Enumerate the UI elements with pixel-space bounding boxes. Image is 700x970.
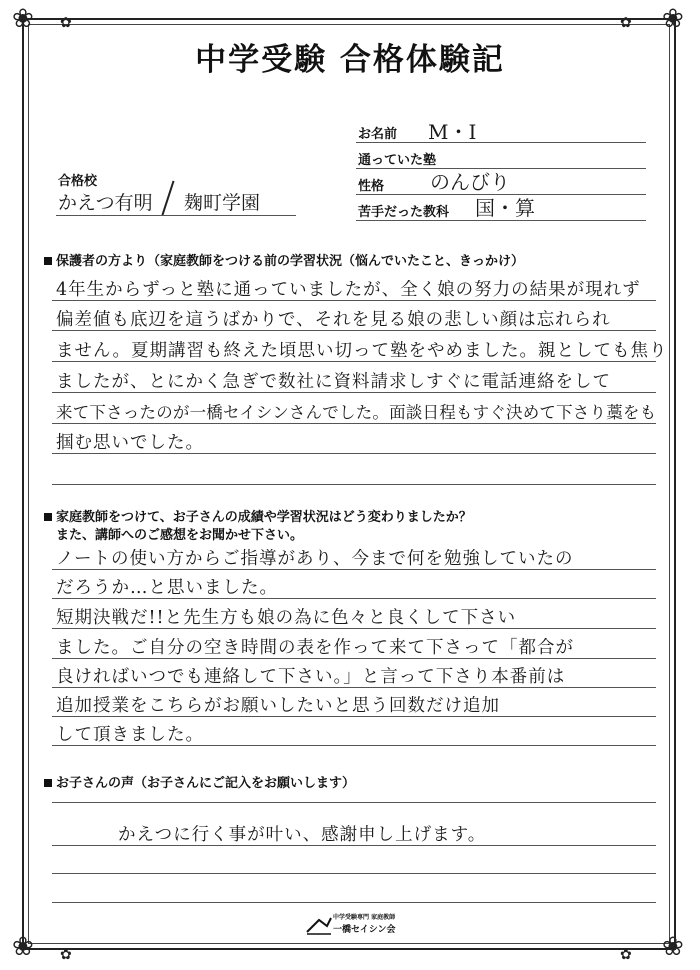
rule: [52, 873, 656, 874]
line-text: 掴む思いでした。: [56, 433, 204, 453]
line-text: 来て下さったのが一橋セイシンさんでした。面談日程もすぐ決めて下さり藁をも: [56, 403, 657, 422]
rule: [52, 330, 656, 331]
rule: [52, 569, 656, 570]
rule: [52, 687, 656, 688]
rule: [52, 484, 656, 485]
rule: [52, 902, 656, 903]
name-value: M・I: [428, 120, 477, 144]
rule: [52, 361, 656, 362]
rule: [52, 658, 656, 659]
footer-company: 一橋セイシン会: [333, 925, 396, 935]
name-label: お名前: [358, 127, 398, 142]
line-text: かえつに行く事が叶い、感謝申し上げます。: [118, 825, 487, 845]
rule: [52, 300, 656, 301]
rule: [52, 423, 656, 424]
square-bullet-icon: [44, 257, 52, 265]
personality-label: 性格: [358, 179, 385, 194]
rule: [52, 716, 656, 717]
rule: [52, 628, 656, 629]
flower-ornament-icon: ❀: [662, 4, 684, 34]
line-text: ましたが、とにかく急ぎで数社に資料請求しすぐに電話連絡をして: [56, 372, 611, 392]
line-text: ました。ご自分の空き時間の表を作って来て下さって「都合が: [56, 638, 574, 658]
flower-ornament-icon: ✿: [60, 947, 72, 963]
line-text: 4年生からずっと塾に通っていましたが、全く娘の努力の結果が現れず: [56, 280, 641, 300]
rule: [56, 215, 296, 216]
line-text: 良ければいつでも連絡して下さい。」と言って下さり本番前は: [56, 667, 566, 687]
flower-ornament-icon: ✿: [60, 15, 72, 31]
line-text: 短期決戦だ!!と先生方も娘の為に色々と良くして下さい: [56, 608, 517, 628]
section-heading-child: お子さんの声（お子さんにご記入をお願いします）: [44, 772, 355, 791]
weak-subject-label: 苦手だった教科: [358, 205, 450, 220]
square-bullet-icon: [44, 513, 52, 521]
square-bullet-icon: [44, 779, 52, 787]
school-value-1: かえつ有明: [58, 192, 153, 214]
rule: [356, 142, 646, 143]
rule: [52, 845, 656, 846]
flower-ornament-icon: ✿: [620, 15, 632, 31]
section-heading-change: 家庭教師をつけて、お子さんの成績や学習状況はどう変わりましたか？: [44, 506, 472, 525]
flower-ornament-icon: ❀: [12, 932, 34, 962]
rule: [52, 392, 656, 393]
flower-ornament-icon: ❀: [662, 932, 684, 962]
rule: [52, 802, 656, 803]
section-subheading-teacher: また、講師へのご感想をお聞かせ下さい。: [56, 528, 304, 543]
rule: [356, 220, 646, 221]
personality-value: のんびり: [430, 170, 510, 194]
line-text: ません。夏期講習も終えた頃思い切って塾をやめました。親としても焦り: [56, 341, 668, 361]
juku-label: 通っていた塾: [358, 153, 437, 168]
line-text: 追加授業をこちらがお願いしたいと思う回数だけ追加: [56, 696, 500, 716]
rule: [52, 598, 656, 599]
weak-subject-value: 国・算: [475, 196, 535, 220]
footer-tagline: 中学受験専門 家庭教師: [333, 914, 396, 921]
line-text: だろうか…と思いました。: [56, 578, 278, 598]
line-text: して頂きました。: [56, 725, 204, 745]
rule: [52, 745, 656, 746]
rule: [52, 453, 656, 454]
school-label: 合格校: [58, 174, 98, 189]
page-title: 中学受験 合格体験記: [195, 42, 505, 78]
section-heading-parent: 保護者の方より（家庭教師をつける前の学習状況（悩んでいたこと、きっかけ）: [44, 250, 524, 269]
flower-ornament-icon: ❀: [12, 4, 34, 34]
line-text: ノートの使い方からご指導があり、今まで何を勉強していたの: [56, 549, 574, 569]
line-text: 偏差値も底辺を這うばかりで、それを見る娘の悲しい顔は忘れられ: [56, 310, 611, 330]
flower-ornament-icon: ✿: [620, 947, 632, 963]
school-value-2: 麹町学園: [184, 192, 261, 214]
